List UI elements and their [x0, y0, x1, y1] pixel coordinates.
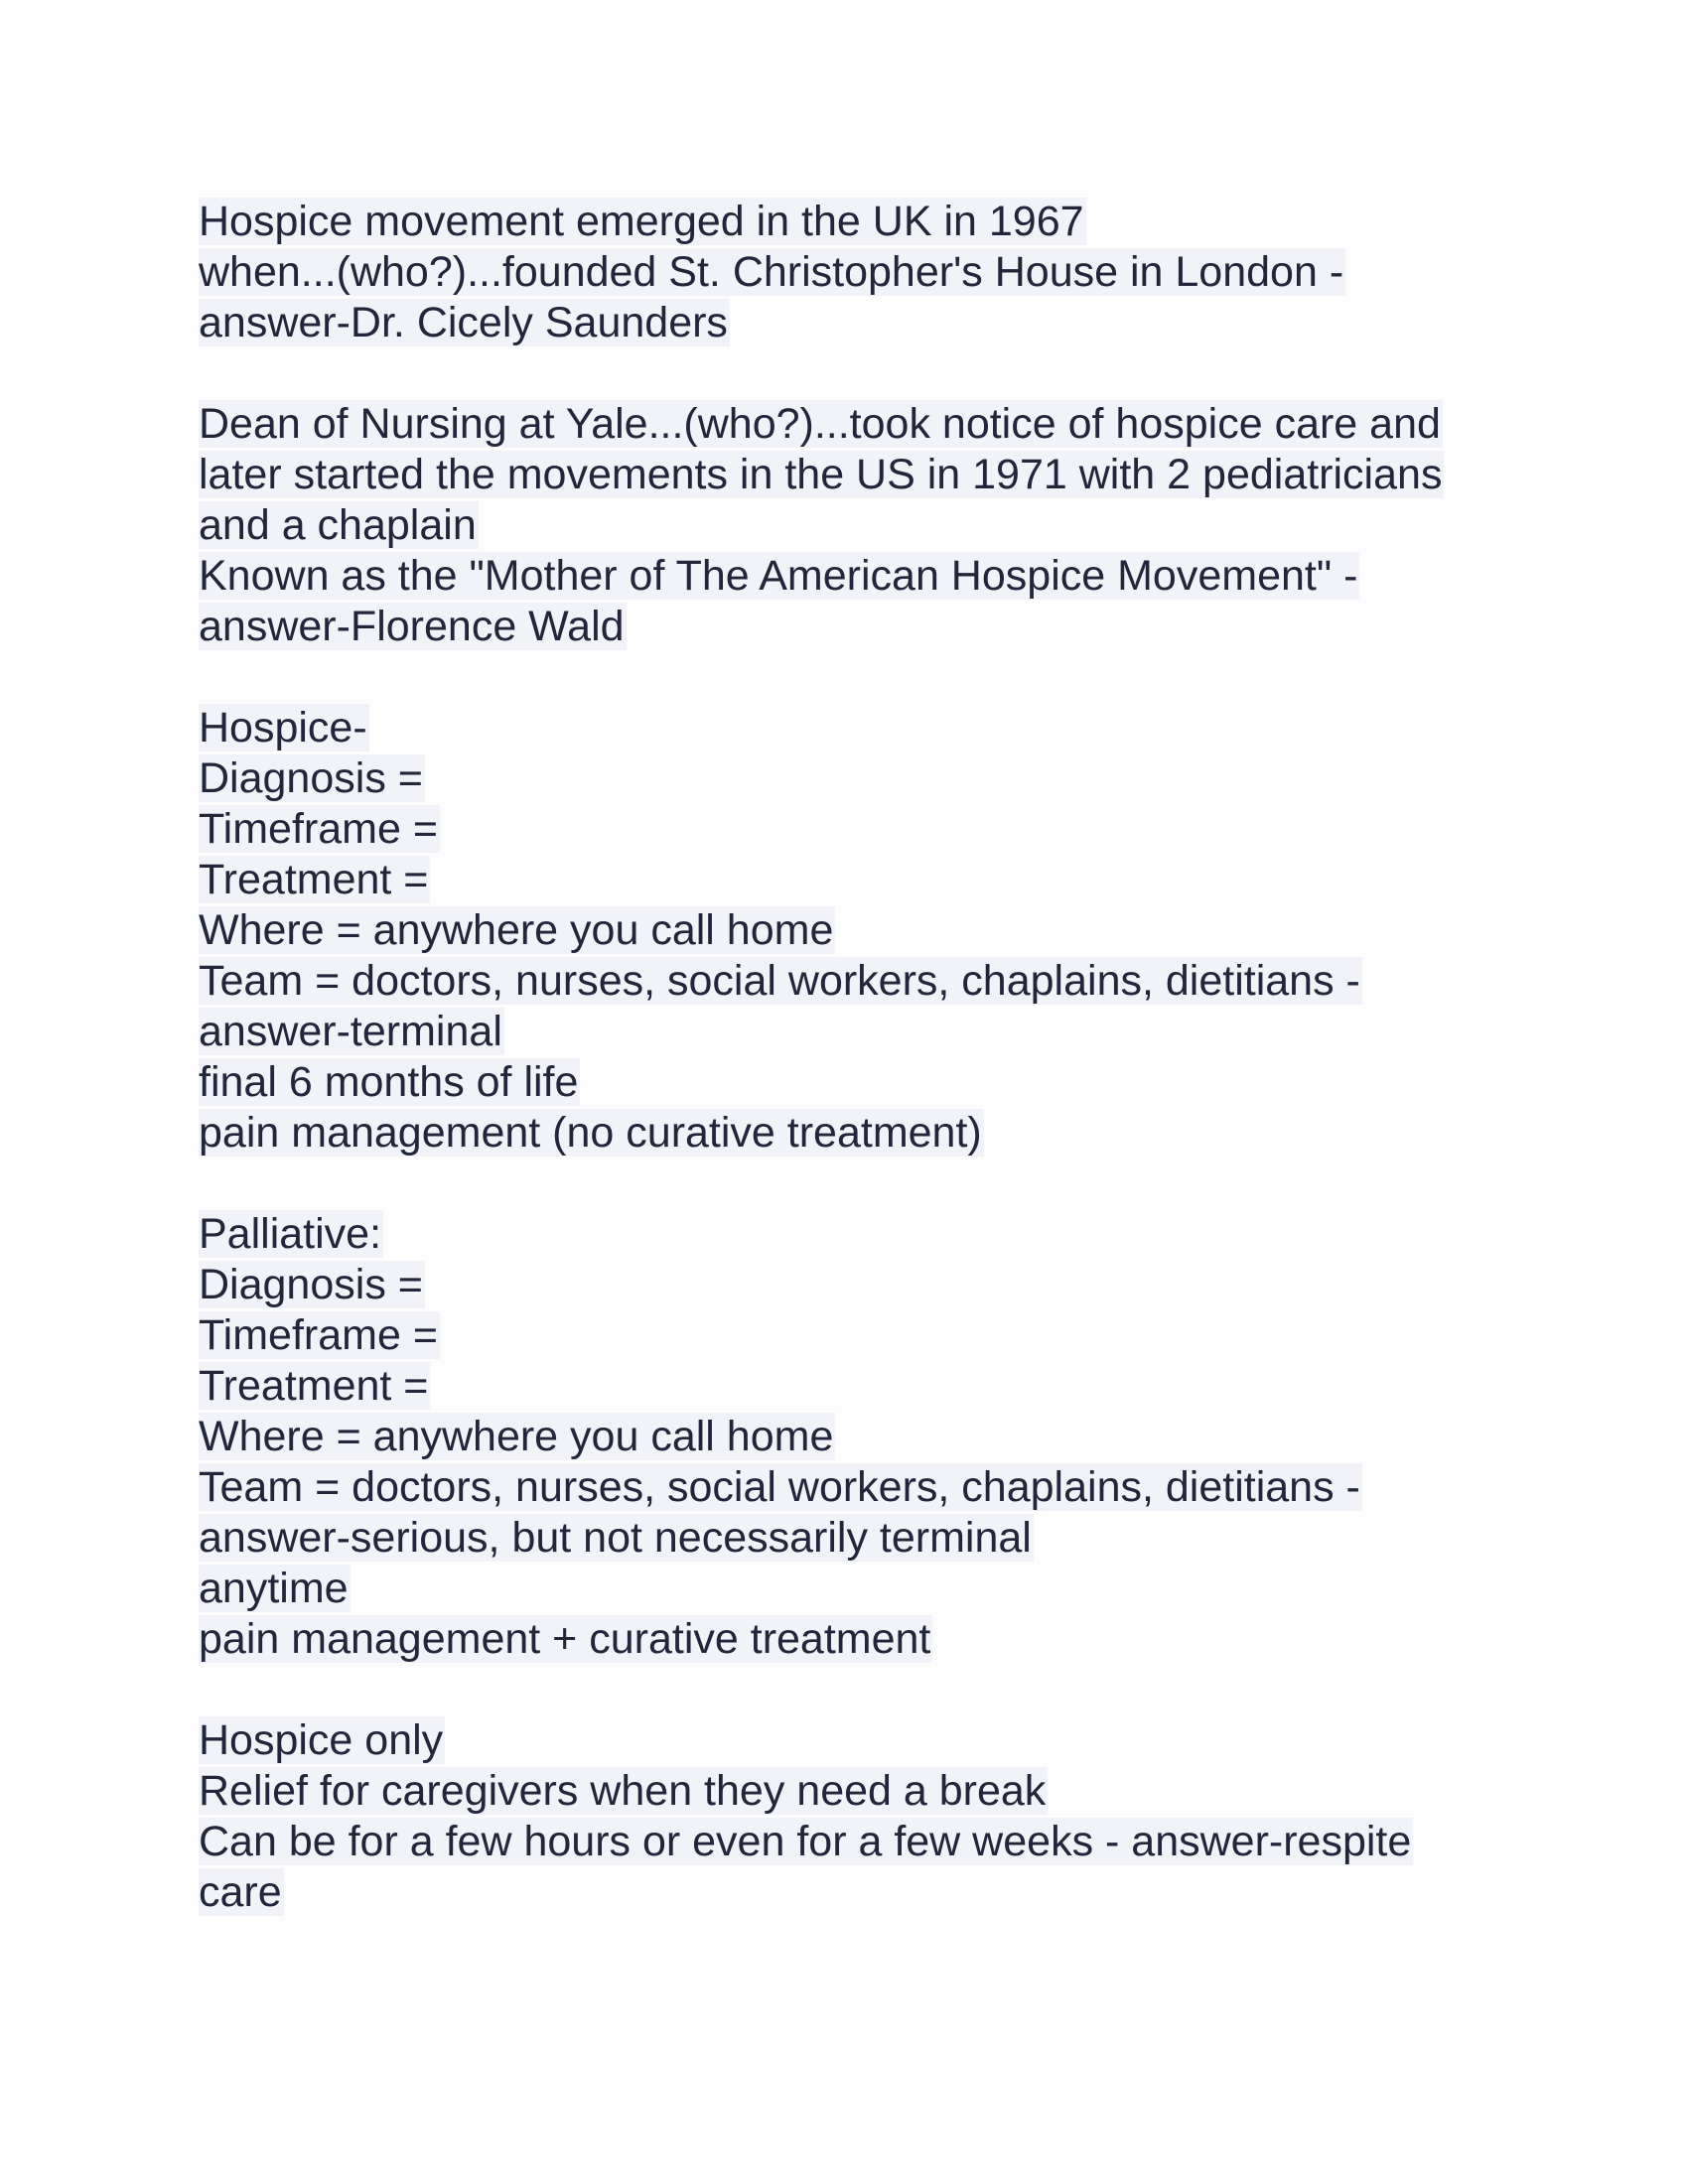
card-heading: Palliative:: [199, 1210, 382, 1258]
flashcard-palliative: [199, 1209, 1529, 1665]
flashcard-saunders: [199, 197, 1529, 348]
card-answer-line: answer-serious, but not necessarily terminal: [199, 1514, 1032, 1562]
card-text-line: Team = doctors, nurses, social workers, chaplains, dietitians -: [199, 957, 1360, 1005]
card-text-line: Known as the "Mother of The American Hospice Movement" -: [199, 552, 1358, 600]
card-heading: Hospice-: [199, 704, 367, 751]
flashcard-respite: [199, 1715, 1529, 1918]
card-text-line: Team = doctors, nurses, social workers, chaplains, dietitians -: [199, 1463, 1360, 1511]
flashcard-wald: [199, 399, 1529, 652]
card-answer-line: answer-terminal: [199, 1008, 502, 1055]
card-text-line: later started the movements in the US in 1971 with 2 pediatricians: [199, 451, 1443, 498]
card-answer-line: final 6 months of life: [199, 1058, 579, 1106]
flashcard-hospice: [199, 703, 1529, 1159]
card-text-line: Treatment =: [199, 1362, 429, 1410]
document-page: [199, 197, 1529, 1969]
card-text-line: Where = anywhere you call home: [199, 906, 834, 954]
card-answer-line: anytime: [199, 1565, 349, 1612]
card-text-line: Diagnosis =: [199, 754, 423, 802]
card-answer-line: answer-Dr. Cicely Saunders: [199, 299, 728, 346]
card-text-line: Treatment =: [199, 856, 429, 903]
card-text-line: Can be for a few hours or even for a few weeks - answer-respite: [199, 1818, 1412, 1865]
card-text-line: and a chaplain: [199, 501, 477, 549]
card-answer-line: pain management + curative treatment: [199, 1615, 931, 1663]
card-text-line: Relief for caregivers when they need a break: [199, 1767, 1047, 1815]
card-text-line: Diagnosis =: [199, 1261, 423, 1308]
card-text-line: Timeframe =: [199, 805, 438, 853]
card-answer-line: care: [199, 1868, 282, 1916]
card-answer-line: pain management (no curative treatment): [199, 1109, 982, 1157]
card-answer-line: answer-Florence Wald: [199, 603, 625, 650]
card-text-line: Hospice movement emerged in the UK in 1967: [199, 198, 1084, 245]
card-text-line: Dean of Nursing at Yale...(who?)...took notice of hospice care and: [199, 400, 1441, 448]
card-heading: Hospice only: [199, 1716, 444, 1764]
card-text-line: Timeframe =: [199, 1311, 438, 1359]
card-text-line: Where = anywhere you call home: [199, 1413, 834, 1460]
card-text-line: when...(who?)...founded St. Christopher's House in London -: [199, 248, 1344, 296]
